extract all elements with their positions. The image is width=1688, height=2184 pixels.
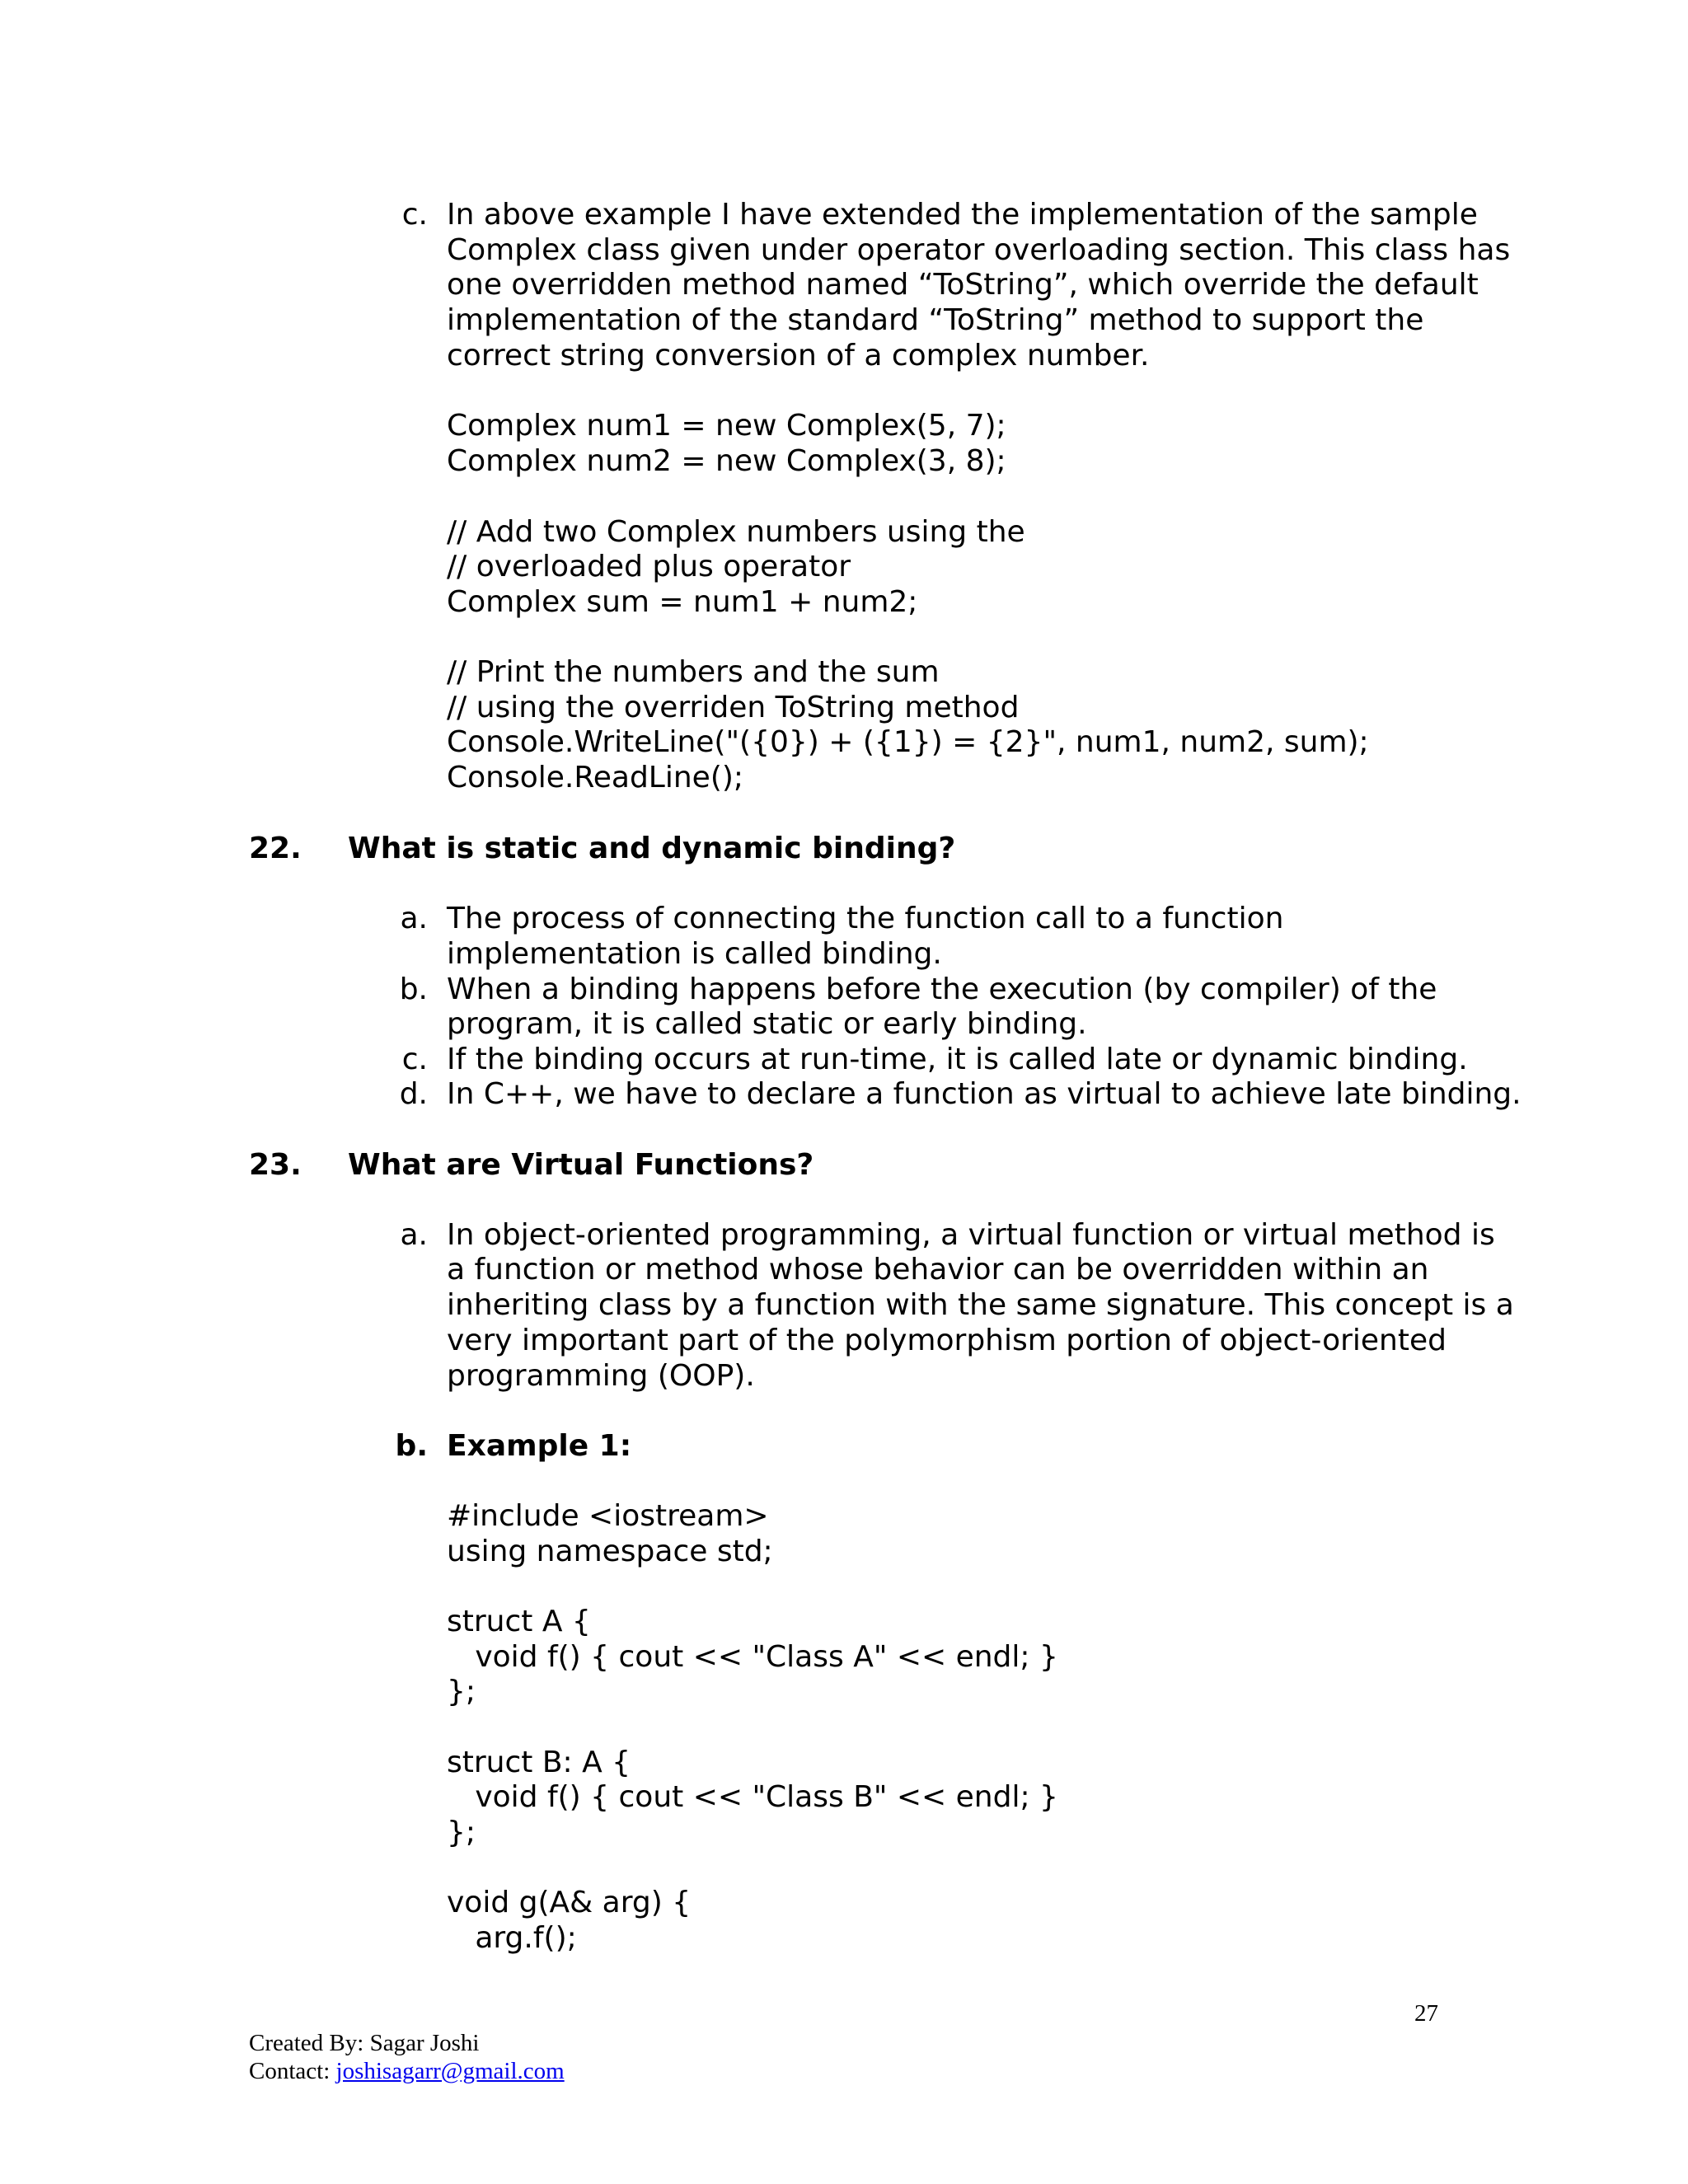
question-number-23: 23.	[249, 1148, 302, 1182]
code-line: void f() { cout << "Class B" << endl; }	[447, 1780, 1058, 1814]
code-line: // Print the numbers and the sum	[447, 655, 940, 689]
paragraph-line: Complex class given under operator overloading section. This class has	[447, 233, 1511, 267]
code-line: void g(A& arg) {	[447, 1886, 692, 1919]
list-item-line: In C++, we have to declare a function as virtual to achieve late binding.	[447, 1077, 1522, 1111]
list-label-b: b.	[399, 972, 428, 1006]
code-line: Complex num2 = new Complex(3, 8);	[447, 444, 1006, 478]
list-label-a: a.	[400, 902, 428, 935]
code-line: struct A {	[447, 1605, 591, 1638]
code-line: // Add two Complex numbers using the	[447, 515, 1025, 549]
paragraph-line: implementation of the standard “ToString” method to support the	[447, 303, 1424, 337]
code-line: // using the overriden ToString method	[447, 691, 1020, 724]
list-label-d: d.	[399, 1077, 428, 1111]
paragraph-line: one overridden method named “ToString”, which override the default	[447, 268, 1479, 302]
question-title-23: What are Virtual Functions?	[348, 1148, 814, 1182]
code-line: struct B: A {	[447, 1746, 631, 1779]
code-line: arg.f();	[447, 1921, 577, 1955]
paragraph-line: correct string conversion of a complex number.	[447, 339, 1150, 373]
list-item-line: The process of connecting the function call to a function	[447, 902, 1284, 935]
question-title-22: What is static and dynamic binding?	[348, 832, 956, 865]
list-item-line: programming (OOP).	[447, 1359, 755, 1393]
paragraph-line: In above example I have extended the implementation of the sample	[447, 198, 1478, 232]
list-item-line: If the binding occurs at run-time, it is called late or dynamic binding.	[447, 1043, 1468, 1076]
example-heading: Example 1:	[447, 1429, 632, 1463]
list-item-line: very important part of the polymorphism portion of object-oriented	[447, 1324, 1447, 1357]
code-line: Console.WriteLine("({0}) + ({1}) = {2}", num1, num2, sum);	[447, 725, 1369, 759]
question-number-22: 22.	[249, 832, 302, 865]
footer-created-by: Created By: Sagar Joshi	[249, 2030, 480, 2056]
list-item-line: implementation is called binding.	[447, 937, 942, 971]
list-label-c: c.	[401, 1043, 428, 1076]
list-label-c: c.	[401, 198, 428, 232]
list-label-a: a.	[400, 1218, 428, 1252]
list-item-line: When a binding happens before the execution (by compiler) of the	[447, 972, 1437, 1006]
code-line: };	[447, 1816, 476, 1849]
code-line: Complex sum = num1 + num2;	[447, 585, 918, 619]
footer-contact	[249, 2057, 565, 2085]
list-item-line: a function or method whose behavior can be overridden within an	[447, 1253, 1429, 1286]
page-number: 27	[1414, 2000, 1438, 2027]
code-line: };	[447, 1675, 476, 1708]
footer-contact-label: Contact:	[249, 2058, 336, 2084]
code-line: using namespace std;	[447, 1535, 773, 1568]
code-line: // overloaded plus operator	[447, 550, 851, 583]
list-label-b: b.	[395, 1429, 428, 1463]
code-line: Complex num1 = new Complex(5, 7);	[447, 409, 1006, 443]
code-line: Console.ReadLine();	[447, 761, 744, 794]
code-line: void f() { cout << "Class A" << endl; }	[447, 1640, 1058, 1674]
list-item-line: In object-oriented programming, a virtual function or virtual method is	[447, 1218, 1495, 1252]
list-item-line: inheriting class by a function with the same signature. This concept is a	[447, 1288, 1514, 1322]
code-line: #include <iostream>	[447, 1499, 769, 1533]
list-item-line: program, it is called static or early binding.	[447, 1007, 1087, 1041]
contact-email-link[interactable]: joshisagarr@gmail.com	[335, 2058, 565, 2084]
